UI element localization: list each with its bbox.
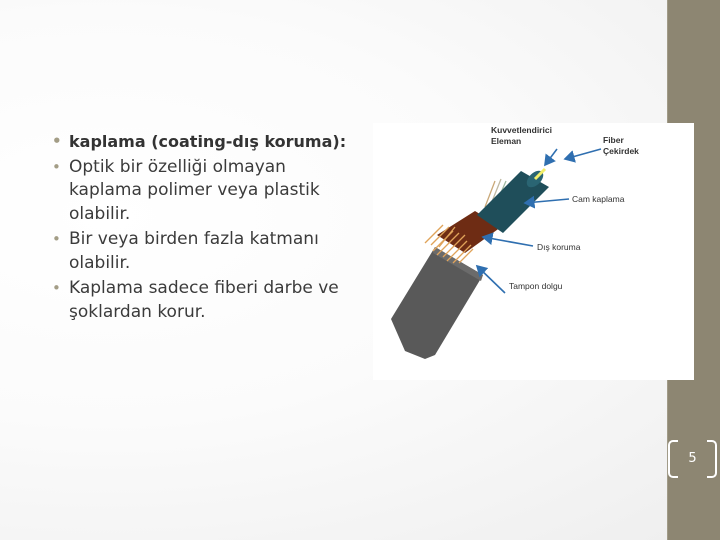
arrow-fiber-core xyxy=(565,149,601,159)
outer-jacket-shape xyxy=(391,247,483,359)
bullet-item: • Bir veya birden fazla katmanı olabilir. xyxy=(52,228,362,275)
bullet-item: • Kaplama sadece fiberi darbe ve şoklardan korur. xyxy=(52,277,362,324)
page-number: 5 xyxy=(688,451,697,466)
bullet-list xyxy=(52,130,362,326)
label-buffer-fill: Tampon dolgu xyxy=(509,281,563,291)
label-fiber-core-1: Fiber xyxy=(603,135,624,145)
label-strength-member-1: Kuvvetlendirici xyxy=(491,125,552,135)
right-bracket xyxy=(707,440,717,478)
label-glass-cladding: Cam kaplama xyxy=(572,194,625,204)
page-number-badge xyxy=(667,440,718,476)
fiber-cable-diagram xyxy=(373,123,694,380)
arrow-outer-jacket xyxy=(483,237,533,246)
arrow-strength-member xyxy=(545,149,557,165)
bullet-heading: • kaplama (coating-dış koruma): xyxy=(52,130,362,154)
label-fiber-core-2: Çekirdek xyxy=(603,146,639,156)
bullet-item: • Optik bir özelliği olmayan kaplama polimer veya plastik olabilir. xyxy=(52,156,362,227)
label-outer-jacket: Dış koruma xyxy=(537,242,581,252)
label-strength-member-2: Eleman xyxy=(491,136,522,146)
